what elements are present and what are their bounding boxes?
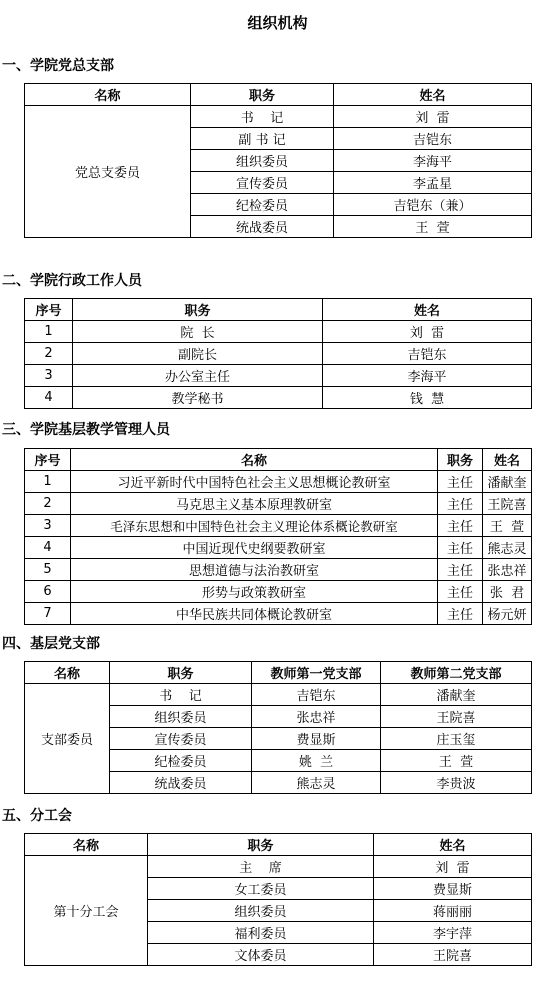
no-cell: 1 <box>25 471 71 493</box>
role-cell: 院 长 <box>73 321 323 343</box>
role-cell: 主 席 <box>148 856 374 878</box>
unit-cell: 形势与政策教研室 <box>71 581 438 603</box>
unit-cell: 马克思主义基本原理教研室 <box>71 493 438 515</box>
role-cell: 副 书 记 <box>191 128 334 150</box>
group-cell: 党总支委员 <box>25 106 191 238</box>
branch2-cell: 潘献奎 <box>381 684 532 706</box>
name-cell: 蒋丽丽 <box>374 900 532 922</box>
col-header: 职务 <box>110 662 252 684</box>
role-cell: 女工委员 <box>148 878 374 900</box>
role-cell: 主任 <box>438 515 483 537</box>
role-cell: 办公室主任 <box>73 365 323 387</box>
col-header: 姓名 <box>323 299 532 321</box>
role-cell: 主任 <box>438 559 483 581</box>
role-cell: 宣传委员 <box>110 728 252 750</box>
branch1-cell: 费显斯 <box>252 728 381 750</box>
table-row <box>25 559 532 581</box>
col-header: 姓名 <box>374 834 532 856</box>
col-header: 名称 <box>71 449 438 471</box>
name-cell: 王院喜 <box>483 493 532 515</box>
table-row <box>25 581 532 603</box>
branch2-cell: 李贵波 <box>381 772 532 794</box>
table-header-row <box>25 84 532 106</box>
role-cell: 教学秘书 <box>73 387 323 409</box>
party-subbranch-table <box>24 661 532 794</box>
col-header: 职务 <box>73 299 323 321</box>
name-cell: 王院喜 <box>374 944 532 966</box>
col-header: 教师第一党支部 <box>252 662 381 684</box>
table-row <box>25 387 532 409</box>
role-cell: 组织委员 <box>110 706 252 728</box>
unit-cell: 思想道德与法治教研室 <box>71 559 438 581</box>
role-cell: 纪检委员 <box>110 750 252 772</box>
name-cell: 李海平 <box>323 365 532 387</box>
section-3-heading: 三、学院基层教学管理人员 <box>2 422 170 438</box>
no-cell: 1 <box>25 321 73 343</box>
branch1-cell: 熊志灵 <box>252 772 381 794</box>
col-header: 序号 <box>25 449 71 471</box>
role-cell: 主任 <box>438 537 483 559</box>
table-row <box>25 471 532 493</box>
admin-staff-table <box>24 298 532 409</box>
no-cell: 5 <box>25 559 71 581</box>
col-header: 名称 <box>25 662 110 684</box>
no-cell: 7 <box>25 603 71 625</box>
table-header-row <box>25 299 532 321</box>
col-header: 职务 <box>438 449 483 471</box>
table-row <box>25 365 532 387</box>
table-row <box>25 603 532 625</box>
branch2-cell: 王院喜 <box>381 706 532 728</box>
name-cell: 王 萱 <box>483 515 532 537</box>
no-cell: 3 <box>25 365 73 387</box>
name-cell: 杨元妍 <box>483 603 532 625</box>
role-cell: 统战委员 <box>110 772 252 794</box>
table-header-row <box>25 449 532 471</box>
unit-cell: 毛泽东思想和中国特色社会主义理论体系概论教研室 <box>71 515 438 537</box>
role-cell: 文体委员 <box>148 944 374 966</box>
section-2-heading: 二、学院行政工作人员 <box>2 273 142 289</box>
page-title: 组织机构 <box>247 14 308 32</box>
unit-cell: 中华民族共同体概论教研室 <box>71 603 438 625</box>
no-cell: 2 <box>25 343 73 365</box>
name-cell: 李海平 <box>334 150 532 172</box>
table-row <box>25 321 532 343</box>
table-row <box>25 856 532 878</box>
col-header: 序号 <box>25 299 73 321</box>
role-cell: 统战委员 <box>191 216 334 238</box>
party-branch-table <box>24 83 532 238</box>
group-cell: 支部委员 <box>25 684 110 794</box>
role-cell: 福利委员 <box>148 922 374 944</box>
branch2-cell: 王 萱 <box>381 750 532 772</box>
table-row <box>25 493 532 515</box>
name-cell: 熊志灵 <box>483 537 532 559</box>
teaching-units-table <box>24 448 532 625</box>
no-cell: 6 <box>25 581 71 603</box>
no-cell: 4 <box>25 387 73 409</box>
name-cell: 刘 雷 <box>374 856 532 878</box>
name-cell: 钱 慧 <box>323 387 532 409</box>
col-header: 教师第二党支部 <box>381 662 532 684</box>
name-cell: 吉铠东 <box>323 343 532 365</box>
role-cell: 副院长 <box>73 343 323 365</box>
table-row <box>25 343 532 365</box>
role-cell: 书 记 <box>110 684 252 706</box>
name-cell: 潘献奎 <box>483 471 532 493</box>
role-cell: 组织委员 <box>191 150 334 172</box>
role-cell: 纪检委员 <box>191 194 334 216</box>
name-cell: 李宇萍 <box>374 922 532 944</box>
name-cell: 张忠祥 <box>483 559 532 581</box>
name-cell: 张 君 <box>483 581 532 603</box>
role-cell: 主任 <box>438 471 483 493</box>
branch1-cell: 吉铠东 <box>252 684 381 706</box>
name-cell: 吉铠东 <box>334 128 532 150</box>
role-cell: 书 记 <box>191 106 334 128</box>
col-header: 职务 <box>191 84 334 106</box>
table-row <box>25 515 532 537</box>
role-cell: 主任 <box>438 603 483 625</box>
branch1-cell: 张忠祥 <box>252 706 381 728</box>
table-header-row <box>25 834 532 856</box>
table-row <box>25 106 532 128</box>
section-5-heading: 五、分工会 <box>2 808 72 824</box>
trade-union-table <box>24 833 532 966</box>
name-cell: 李孟星 <box>334 172 532 194</box>
role-cell: 主任 <box>438 581 483 603</box>
table-header-row <box>25 662 532 684</box>
role-cell: 组织委员 <box>148 900 374 922</box>
table-row <box>25 537 532 559</box>
no-cell: 3 <box>25 515 71 537</box>
name-cell: 吉铠东（兼） <box>334 194 532 216</box>
group-cell: 第十分工会 <box>25 856 148 966</box>
branch2-cell: 庄玉玺 <box>381 728 532 750</box>
col-header: 姓名 <box>334 84 532 106</box>
role-cell: 主任 <box>438 493 483 515</box>
section-1-heading: 一、学院党总支部 <box>2 58 114 74</box>
name-cell: 王 萱 <box>334 216 532 238</box>
col-header: 名称 <box>25 84 191 106</box>
unit-cell: 习近平新时代中国特色社会主义思想概论教研室 <box>71 471 438 493</box>
name-cell: 费显斯 <box>374 878 532 900</box>
name-cell: 刘 雷 <box>334 106 532 128</box>
unit-cell: 中国近现代史纲要教研室 <box>71 537 438 559</box>
table-row <box>25 684 532 706</box>
role-cell: 宣传委员 <box>191 172 334 194</box>
col-header: 姓名 <box>483 449 532 471</box>
col-header: 职务 <box>148 834 374 856</box>
no-cell: 2 <box>25 493 71 515</box>
name-cell: 刘 雷 <box>323 321 532 343</box>
col-header: 名称 <box>25 834 148 856</box>
no-cell: 4 <box>25 537 71 559</box>
branch1-cell: 姚 兰 <box>252 750 381 772</box>
section-4-heading: 四、基层党支部 <box>2 636 100 652</box>
